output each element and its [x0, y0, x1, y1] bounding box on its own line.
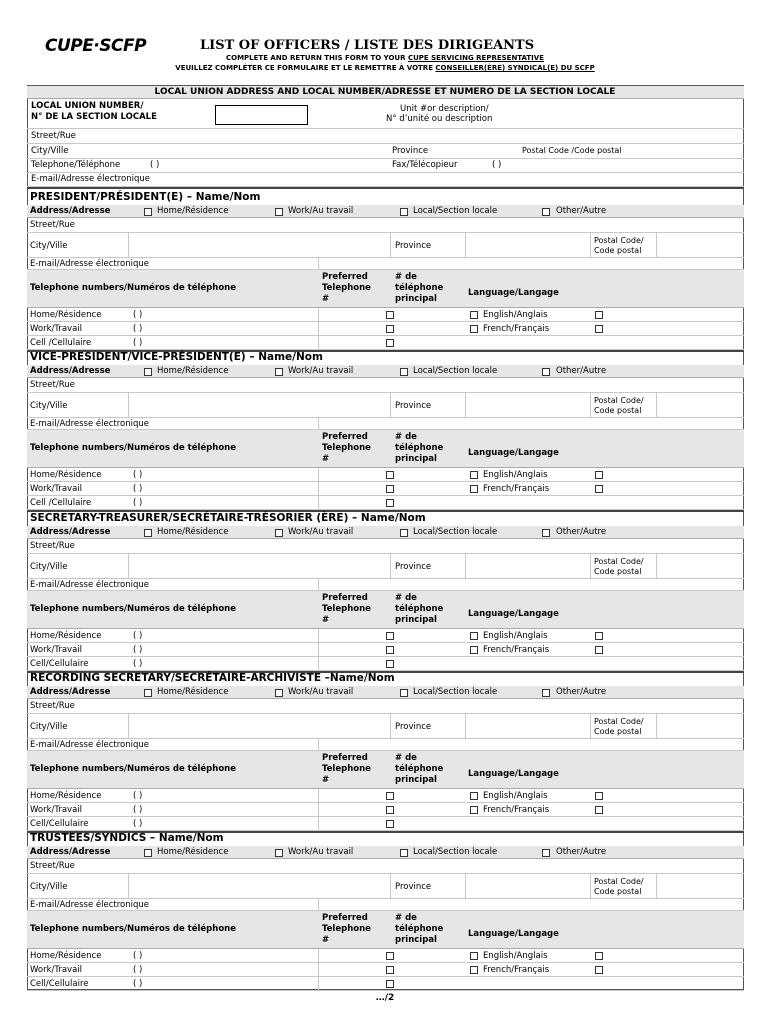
- work-phone-label: Work/Travail: [30, 324, 82, 334]
- french-language-checkbox[interactable]: [470, 485, 478, 493]
- english-extra-checkbox[interactable]: [595, 952, 603, 960]
- local-address-checkbox[interactable]: [400, 689, 408, 697]
- tel-numbers-label: Telephone numbers/Numéros de téléphone: [30, 924, 236, 934]
- preferred-label-1: Preferred: [322, 272, 368, 282]
- street-label: Street/Rue: [30, 380, 75, 390]
- english-extra-checkbox[interactable]: [595, 632, 603, 640]
- street-label: Street/Rue: [30, 701, 75, 711]
- home-phone-paren: ( ): [133, 310, 143, 320]
- principal-label-3: principal: [395, 775, 437, 785]
- home-principal-checkbox[interactable]: [386, 471, 394, 479]
- preferred-label-2: Telephone: [322, 604, 371, 614]
- province-label: Province: [395, 401, 432, 411]
- preferred-label-3: #: [322, 454, 330, 464]
- home-address-label: Home/Résidence: [157, 366, 229, 376]
- local-address-label: Local/Section locale: [413, 366, 498, 376]
- language-label: Language/Langage: [468, 609, 559, 619]
- preferred-label-2: Telephone: [322, 283, 371, 293]
- page-number: …/2: [375, 993, 395, 1003]
- principal-label-3: principal: [395, 294, 437, 304]
- province-label: Province: [395, 241, 432, 251]
- tel-numbers-label: Telephone numbers/Numéros de téléphone: [30, 443, 236, 453]
- other-address-checkbox[interactable]: [542, 689, 550, 697]
- local-number-label-1: LOCAL UNION NUMBER/: [31, 101, 144, 111]
- principal-label-2: téléphone: [395, 764, 444, 774]
- address-label: Address/Adresse: [30, 687, 111, 697]
- section-separator: [27, 187, 744, 189]
- street-label: Street/Rue: [30, 541, 75, 551]
- email-label: E-mail/Adresse électronique: [30, 900, 149, 910]
- city-label: City/Ville: [30, 882, 68, 892]
- home-principal-checkbox[interactable]: [386, 792, 394, 800]
- home-principal-checkbox[interactable]: [386, 952, 394, 960]
- english-language-checkbox[interactable]: [470, 952, 478, 960]
- home-principal-checkbox[interactable]: [386, 311, 394, 319]
- english-language-checkbox[interactable]: [470, 471, 478, 479]
- preferred-label-3: #: [322, 935, 330, 945]
- tel-numbers-label: Telephone numbers/Numéros de téléphone: [30, 764, 236, 774]
- officer-title: SECRETARY-TREASURER/SECRÉTAIRE-TRÉSORIER (ÈRE) – Name/Nom: [30, 512, 426, 524]
- local-number-label-2: N° DE LA SECTION LOCALE: [31, 112, 157, 122]
- local-phone-paren: ( ): [150, 160, 160, 170]
- principal-label-2: téléphone: [395, 443, 444, 453]
- home-phone-paren: ( ): [133, 951, 143, 961]
- form-title: LIST OF OFFICERS / LISTE DES DIRIGEANTS: [200, 38, 535, 53]
- french-language-checkbox[interactable]: [470, 966, 478, 974]
- home-address-label: Home/Résidence: [157, 206, 229, 216]
- province-label: Province: [395, 882, 432, 892]
- work-address-label: Work/Au travail: [288, 847, 354, 857]
- other-address-label: Other/Autre: [556, 687, 607, 697]
- address-type-row: [27, 686, 744, 699]
- postal-label-1: Postal Code/: [594, 877, 644, 886]
- postal-label-1: Postal Code/: [594, 557, 644, 566]
- street-row[interactable]: [27, 699, 744, 714]
- english-language-checkbox[interactable]: [470, 632, 478, 640]
- other-address-checkbox[interactable]: [542, 529, 550, 537]
- cell-phone-paren: ( ): [133, 979, 143, 989]
- work-phone-paren: ( ): [133, 645, 143, 655]
- cell-principal-checkbox[interactable]: [386, 820, 394, 828]
- unit-label-2: N° d’unité ou description: [386, 114, 493, 124]
- cell-principal-checkbox[interactable]: [386, 339, 394, 347]
- postal-label-2: Code postal: [594, 887, 642, 896]
- french-language-checkbox[interactable]: [470, 325, 478, 333]
- local-address-label: Local/Section locale: [413, 527, 498, 537]
- home-phone-paren: ( ): [133, 631, 143, 641]
- instructions-fr: VEUILLEZ COMPLÉTER CE FORMULAIRE ET LE REMETTRE À VOTRE CONSEILLER(ÈRE) SYNDICAL(E) DU SCFP: [175, 64, 595, 72]
- other-address-label: Other/Autre: [556, 206, 607, 216]
- address-type-row: [27, 365, 744, 378]
- english-extra-checkbox[interactable]: [595, 792, 603, 800]
- principal-label-1: # de: [395, 272, 417, 282]
- street-row[interactable]: [27, 218, 744, 233]
- work-address-label: Work/Au travail: [288, 527, 354, 537]
- local-union-heading: LOCAL UNION ADDRESS AND LOCAL NUMBER/ADRESSE ET NUMERO DE LA SECTION LOCALE: [154, 87, 616, 97]
- cell-principal-checkbox[interactable]: [386, 499, 394, 507]
- principal-label-1: # de: [395, 753, 417, 763]
- address-label: Address/Adresse: [30, 366, 111, 376]
- work-principal-checkbox[interactable]: [386, 485, 394, 493]
- french-extra-checkbox[interactable]: [595, 806, 603, 814]
- street-label: Street/Rue: [30, 861, 75, 871]
- cell-phone-label: Cell/Cellulaire: [30, 659, 89, 669]
- cell-principal-checkbox[interactable]: [386, 660, 394, 668]
- french-language-label: French/Français: [483, 324, 550, 334]
- preferred-label-1: Preferred: [322, 432, 368, 442]
- cell-phone-paren: ( ): [133, 338, 143, 348]
- local-address-label: Local/Section locale: [413, 847, 498, 857]
- preferred-label-3: #: [322, 775, 330, 785]
- cell-phone-label: Cell /Cellulaire: [30, 338, 92, 348]
- tel-numbers-label: Telephone numbers/Numéros de téléphone: [30, 604, 236, 614]
- preferred-label-2: Telephone: [322, 443, 371, 453]
- work-address-checkbox[interactable]: [275, 529, 283, 537]
- principal-label-2: téléphone: [395, 924, 444, 934]
- language-label: Language/Langage: [468, 288, 559, 298]
- home-address-checkbox[interactable]: [144, 368, 152, 376]
- local-address-checkbox[interactable]: [400, 849, 408, 857]
- work-phone-label: Work/Travail: [30, 484, 82, 494]
- street-label: Street/Rue: [30, 220, 75, 230]
- email-label: E-mail/Adresse électronique: [30, 259, 149, 269]
- english-extra-checkbox[interactable]: [595, 311, 603, 319]
- email-label: E-mail/Adresse électronique: [30, 580, 149, 590]
- local-email-label: E-mail/Adresse électronique: [31, 174, 150, 184]
- cell-phone-label: Cell/Cellulaire: [30, 979, 89, 989]
- email-label: E-mail/Adresse électronique: [30, 419, 149, 429]
- principal-label-3: principal: [395, 454, 437, 464]
- english-language-checkbox[interactable]: [470, 792, 478, 800]
- preferred-label-1: Preferred: [322, 913, 368, 923]
- english-language-label: English/Anglais: [483, 631, 548, 641]
- french-extra-checkbox[interactable]: [595, 485, 603, 493]
- work-address-label: Work/Au travail: [288, 687, 354, 697]
- address-type-row: [27, 846, 744, 859]
- french-language-checkbox[interactable]: [470, 806, 478, 814]
- cell-phone-label: Cell /Cellulaire: [30, 498, 92, 508]
- officer-title: VICE-PRESIDENT/VICE-PRÉSIDENT(E) – Name/Nom: [30, 351, 323, 363]
- instructions-en: COMPLETE AND RETURN THIS FORM TO YOUR CUPE SERVICING REPRESENTATIVE: [226, 54, 544, 62]
- principal-label-1: # de: [395, 593, 417, 603]
- work-address-label: Work/Au travail: [288, 366, 354, 376]
- local-number-field[interactable]: [215, 105, 308, 125]
- officer-title: PRESIDENT/PRÉSIDENT(E) – Name/Nom: [30, 191, 261, 203]
- work-phone-paren: ( ): [133, 324, 143, 334]
- address-type-row: [27, 526, 744, 539]
- work-phone-label: Work/Travail: [30, 805, 82, 815]
- language-label: Language/Langage: [468, 929, 559, 939]
- address-label: Address/Adresse: [30, 847, 111, 857]
- work-address-checkbox[interactable]: [275, 689, 283, 697]
- work-address-label: Work/Au travail: [288, 206, 354, 216]
- preferred-label-2: Telephone: [322, 924, 371, 934]
- local-city-label: City/Ville: [31, 146, 69, 156]
- home-phone-label: Home/Résidence: [30, 791, 102, 801]
- home-address-label: Home/Résidence: [157, 687, 229, 697]
- home-address-checkbox[interactable]: [144, 849, 152, 857]
- province-label: Province: [395, 562, 432, 572]
- email-label: E-mail/Adresse électronique: [30, 740, 149, 750]
- work-phone-label: Work/Travail: [30, 965, 82, 975]
- preferred-label-1: Preferred: [322, 753, 368, 763]
- postal-label-1: Postal Code/: [594, 717, 644, 726]
- principal-label-3: principal: [395, 935, 437, 945]
- local-address-checkbox[interactable]: [400, 208, 408, 216]
- local-address-checkbox[interactable]: [400, 368, 408, 376]
- principal-label-2: téléphone: [395, 604, 444, 614]
- cell-phone-paren: ( ): [133, 659, 143, 669]
- other-address-checkbox[interactable]: [542, 849, 550, 857]
- home-phone-label: Home/Résidence: [30, 951, 102, 961]
- local-phone-row[interactable]: [27, 159, 744, 173]
- work-principal-checkbox[interactable]: [386, 325, 394, 333]
- english-language-label: English/Anglais: [483, 951, 548, 961]
- city-label: City/Ville: [30, 401, 68, 411]
- principal-label-2: téléphone: [395, 283, 444, 293]
- french-language-label: French/Français: [483, 965, 550, 975]
- city-label: City/Ville: [30, 241, 68, 251]
- local-fax-label: Fax/Télécopieur: [392, 160, 458, 170]
- postal-label-2: Code postal: [594, 246, 642, 255]
- local-city-row[interactable]: [27, 144, 744, 159]
- principal-label-3: principal: [395, 615, 437, 625]
- postal-label-1: Postal Code/: [594, 396, 644, 405]
- french-extra-checkbox[interactable]: [595, 325, 603, 333]
- home-phone-label: Home/Résidence: [30, 631, 102, 641]
- cupe-logo: CUPE·SCFP: [45, 36, 147, 56]
- work-phone-paren: ( ): [133, 965, 143, 975]
- address-label: Address/Adresse: [30, 527, 111, 537]
- unit-label-1: Unit #or description/: [400, 104, 489, 114]
- french-extra-checkbox[interactable]: [595, 966, 603, 974]
- street-row[interactable]: [27, 859, 744, 874]
- english-language-checkbox[interactable]: [470, 311, 478, 319]
- english-language-label: English/Anglais: [483, 310, 548, 320]
- local-street-label: Street/Rue: [31, 131, 76, 141]
- french-language-label: French/Français: [483, 484, 550, 494]
- work-address-checkbox[interactable]: [275, 368, 283, 376]
- other-address-label: Other/Autre: [556, 366, 607, 376]
- home-phone-paren: ( ): [133, 791, 143, 801]
- local-fax-paren: ( ): [492, 160, 502, 170]
- home-address-label: Home/Résidence: [157, 527, 229, 537]
- officer-title: RECORDING SECRETARY/SECRÉTAIRE-ARCHIVISTE –Name/Nom: [30, 672, 395, 684]
- postal-label-2: Code postal: [594, 567, 642, 576]
- work-phone-paren: ( ): [133, 805, 143, 815]
- work-principal-checkbox[interactable]: [386, 806, 394, 814]
- english-extra-checkbox[interactable]: [595, 471, 603, 479]
- french-language-label: French/Français: [483, 805, 550, 815]
- postal-label-2: Code postal: [594, 406, 642, 415]
- language-label: Language/Langage: [468, 769, 559, 779]
- french-extra-checkbox[interactable]: [595, 646, 603, 654]
- home-address-label: Home/Résidence: [157, 847, 229, 857]
- work-principal-checkbox[interactable]: [386, 646, 394, 654]
- principal-label-1: # de: [395, 432, 417, 442]
- address-type-row: [27, 205, 744, 218]
- home-phone-label: Home/Résidence: [30, 310, 102, 320]
- home-phone-label: Home/Résidence: [30, 470, 102, 480]
- work-phone-label: Work/Travail: [30, 645, 82, 655]
- principal-label-1: # de: [395, 913, 417, 923]
- city-label: City/Ville: [30, 562, 68, 572]
- other-address-label: Other/Autre: [556, 527, 607, 537]
- address-label: Address/Adresse: [30, 206, 111, 216]
- preferred-label-2: Telephone: [322, 764, 371, 774]
- home-phone-paren: ( ): [133, 470, 143, 480]
- english-language-label: English/Anglais: [483, 470, 548, 480]
- other-address-checkbox[interactable]: [542, 208, 550, 216]
- street-row[interactable]: [27, 539, 744, 554]
- local-address-checkbox[interactable]: [400, 529, 408, 537]
- work-address-checkbox[interactable]: [275, 849, 283, 857]
- preferred-label-3: #: [322, 294, 330, 304]
- city-label: City/Ville: [30, 722, 68, 732]
- tel-numbers-label: Telephone numbers/Numéros de téléphone: [30, 283, 236, 293]
- preferred-label-1: Preferred: [322, 593, 368, 603]
- home-address-checkbox[interactable]: [144, 529, 152, 537]
- cell-phone-paren: ( ): [133, 819, 143, 829]
- cell-phone-label: Cell/Cellulaire: [30, 819, 89, 829]
- postal-label-2: Code postal: [594, 727, 642, 736]
- work-address-checkbox[interactable]: [275, 208, 283, 216]
- local-address-label: Local/Section locale: [413, 687, 498, 697]
- french-language-checkbox[interactable]: [470, 646, 478, 654]
- local-address-label: Local/Section locale: [413, 206, 498, 216]
- province-label: Province: [395, 722, 432, 732]
- postal-label-1: Postal Code/: [594, 236, 644, 245]
- preferred-label-3: #: [322, 615, 330, 625]
- local-province-label: Province: [392, 146, 429, 156]
- french-language-label: French/Français: [483, 645, 550, 655]
- officer-title: TRUSTEES/SYNDICS – Name/Nom: [30, 832, 224, 844]
- home-address-checkbox[interactable]: [144, 208, 152, 216]
- language-label: Language/Langage: [468, 448, 559, 458]
- local-street-row[interactable]: [27, 129, 744, 144]
- work-phone-paren: ( ): [133, 484, 143, 494]
- cell-phone-paren: ( ): [133, 498, 143, 508]
- home-address-checkbox[interactable]: [144, 689, 152, 697]
- other-address-checkbox[interactable]: [542, 368, 550, 376]
- local-phone-label: Telephone/Téléphone: [31, 160, 121, 170]
- english-language-label: English/Anglais: [483, 791, 548, 801]
- other-address-label: Other/Autre: [556, 847, 607, 857]
- local-postal-label: Postal Code /Code postal: [522, 146, 622, 155]
- home-principal-checkbox[interactable]: [386, 632, 394, 640]
- work-principal-checkbox[interactable]: [386, 966, 394, 974]
- street-row[interactable]: [27, 378, 744, 393]
- cell-principal-checkbox[interactable]: [386, 980, 394, 988]
